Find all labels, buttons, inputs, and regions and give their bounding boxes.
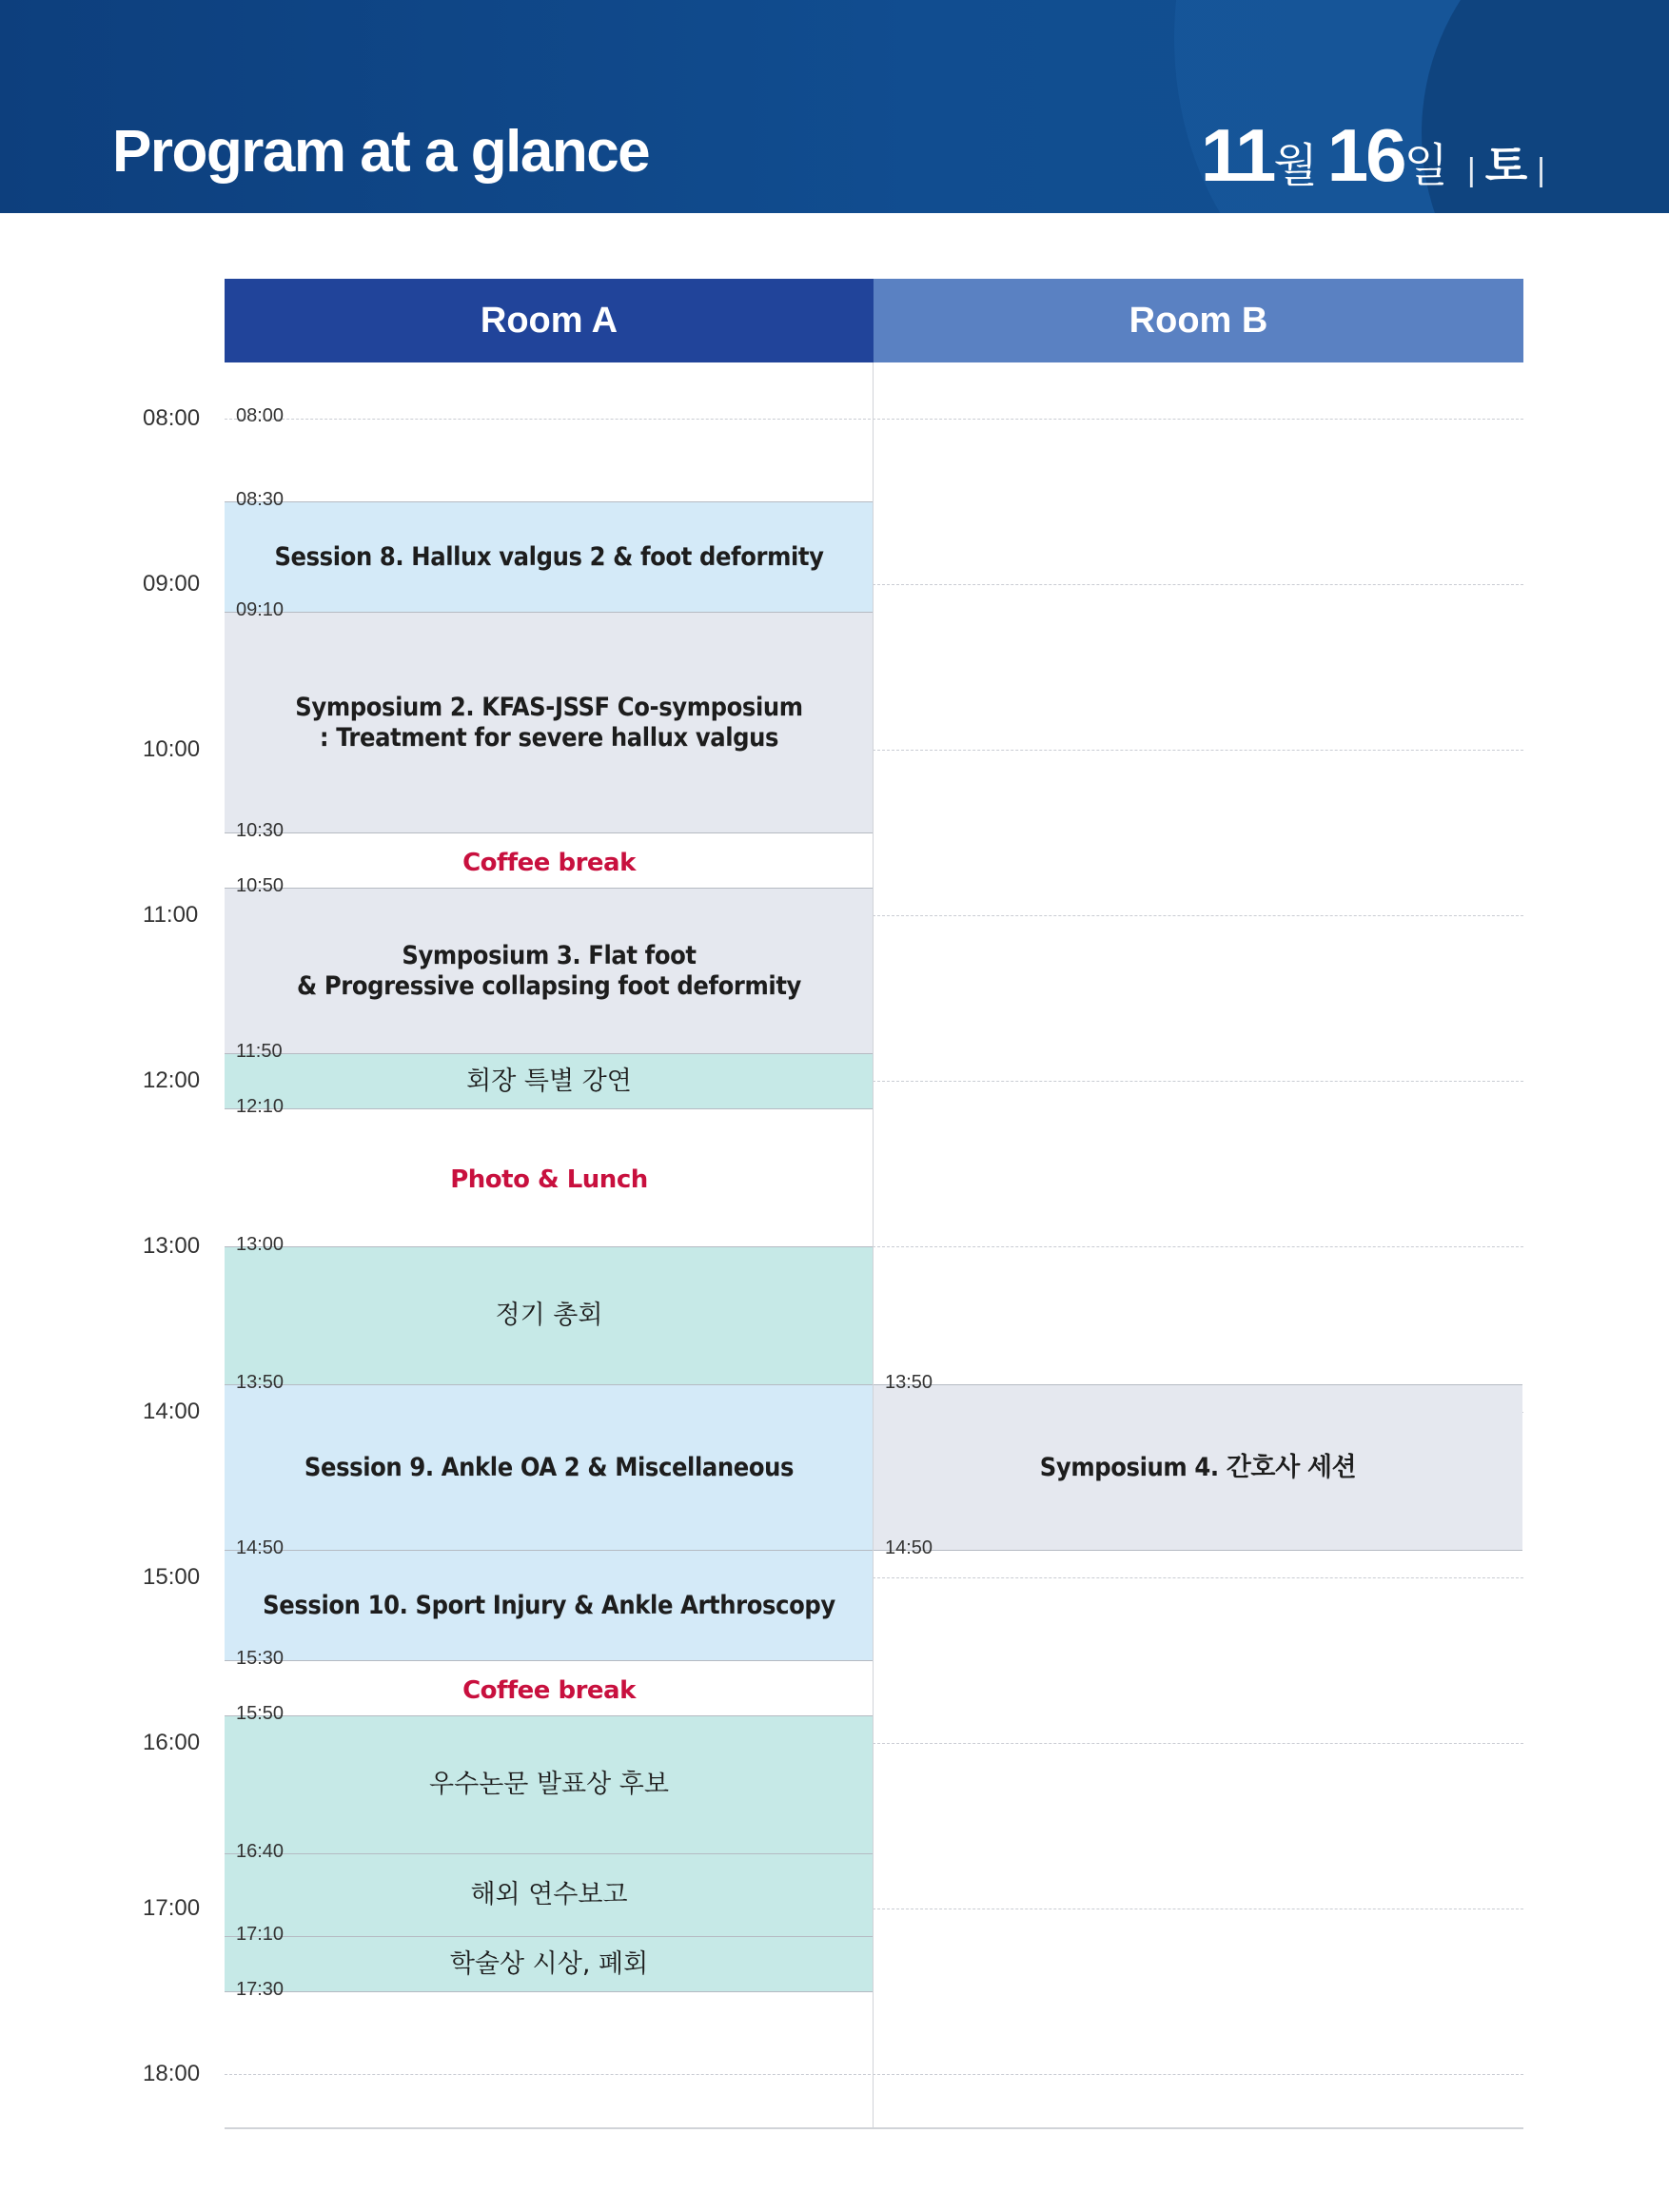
session-text [466,1067,632,1097]
break-slot [225,1108,874,1246]
date-display [1201,112,1555,199]
session-block[interactable] [225,501,874,612]
session-title: 정기 총회 [495,1301,603,1330]
start-time-tag: 16:40 [236,1841,285,1862]
date-separator: | [1466,152,1476,188]
start-time-tag: 13:50 [885,1372,933,1393]
day-number: 16 [1326,113,1404,197]
session-block[interactable] [225,612,874,832]
hour-label: 17:00 [143,1895,201,1921]
session-title: 우수논문 발표상 후보 [429,1770,669,1799]
hour-label: 14:00 [143,1399,201,1424]
session-title: Coffee break [462,848,636,877]
start-time-tag: 12:10 [236,1096,285,1117]
session-block[interactable] [225,1936,874,1991]
column-divider [873,362,874,2127]
break-slot [225,832,874,888]
hour-gridline [225,2074,1523,2075]
session-text [1040,1453,1356,1483]
session-title: 해외 연수보고 [470,1880,628,1909]
session-title: Symposium 2. KFAS-JSSF Co-symposium [295,692,803,722]
start-time-tag: 10:30 [236,820,285,841]
session-block[interactable] [225,1384,874,1550]
hour-label: 12:00 [143,1067,201,1093]
session-title: 회장 특별 강연 [466,1066,632,1096]
page-header [0,0,1669,213]
end-line [225,1991,874,1992]
hour-label: 08:00 [143,405,201,431]
start-time-tag: 13:00 [236,1234,285,1255]
session-text [263,1591,835,1621]
grid-bottom-line [225,2127,1523,2129]
hour-gridline [225,419,1523,420]
session-subtitle: & Progressive collapsing foot deformity [297,970,801,1001]
start-time-tag: 14:50 [236,1537,285,1558]
session-subtitle: : Treatment for severe hallux valgus [319,722,779,753]
session-text [450,1165,648,1194]
session-title: Photo & Lunch [450,1165,648,1194]
hour-label: 16:00 [143,1730,201,1755]
end-time-tag: 14:50 [885,1537,933,1558]
end-time-tag: 17:30 [236,1979,285,2000]
room-a-header: Room A [225,279,874,362]
session-block[interactable] [225,888,874,1053]
room-b-header: Room B [874,279,1523,362]
month-number: 11 [1200,113,1274,197]
start-time-tag: 15:30 [236,1648,285,1669]
start-time-tag: 08:30 [236,489,285,510]
session-title: Coffee break [462,1675,636,1705]
session-title: Session 8. Hallux valgus 2 & foot deformity [274,541,824,572]
date-separator-end: | [1537,152,1545,188]
session-text [297,941,801,1002]
session-text [274,542,823,573]
hour-label: 11:00 [143,902,199,928]
start-time-tag: 09:10 [236,599,285,620]
month-unit: 월 [1273,141,1318,191]
session-title: Symposium 4. 간호사 세션 [1039,1452,1357,1482]
session-block[interactable] [874,1384,1522,1550]
session-text [462,849,636,877]
start-time-tag: 15:50 [236,1703,285,1724]
hour-label: 09:00 [143,571,201,597]
session-text [470,1880,627,1910]
hour-label: 13:00 [143,1233,201,1259]
start-time-tag: 11:50 [236,1041,283,1062]
hour-label: 18:00 [143,2061,201,2086]
session-text [429,1770,669,1800]
session-text [496,1301,603,1331]
day-of-week: 토 [1484,141,1528,190]
session-block[interactable] [225,1550,874,1660]
session-text [295,693,802,754]
session-text [450,1949,648,1980]
session-block[interactable] [225,1853,874,1936]
start-time-tag: 17:10 [236,1924,285,1945]
session-text [462,1676,636,1705]
page-title: Program at a glance [112,119,650,185]
end-line [874,1550,1522,1551]
session-title: Session 9. Ankle OA 2 & Miscellaneous [304,1452,795,1482]
break-slot [225,1660,874,1715]
day-unit: 일 [1404,141,1448,191]
start-time-tag: 13:50 [236,1372,285,1393]
session-title: Symposium 3. Flat foot [402,940,697,970]
session-title: 학술상 시상, 폐회 [449,1948,649,1979]
time-tag: 08:00 [236,405,285,426]
session-block[interactable] [225,1715,874,1853]
session-block[interactable] [225,1053,874,1108]
hour-label: 15:00 [143,1564,201,1590]
session-title: Session 10. Sport Injury & Ankle Arthroscopy [263,1590,835,1620]
start-time-tag: 10:50 [236,875,285,896]
hour-label: 10:00 [143,736,201,762]
session-text [304,1453,794,1483]
session-block[interactable] [225,1246,874,1384]
